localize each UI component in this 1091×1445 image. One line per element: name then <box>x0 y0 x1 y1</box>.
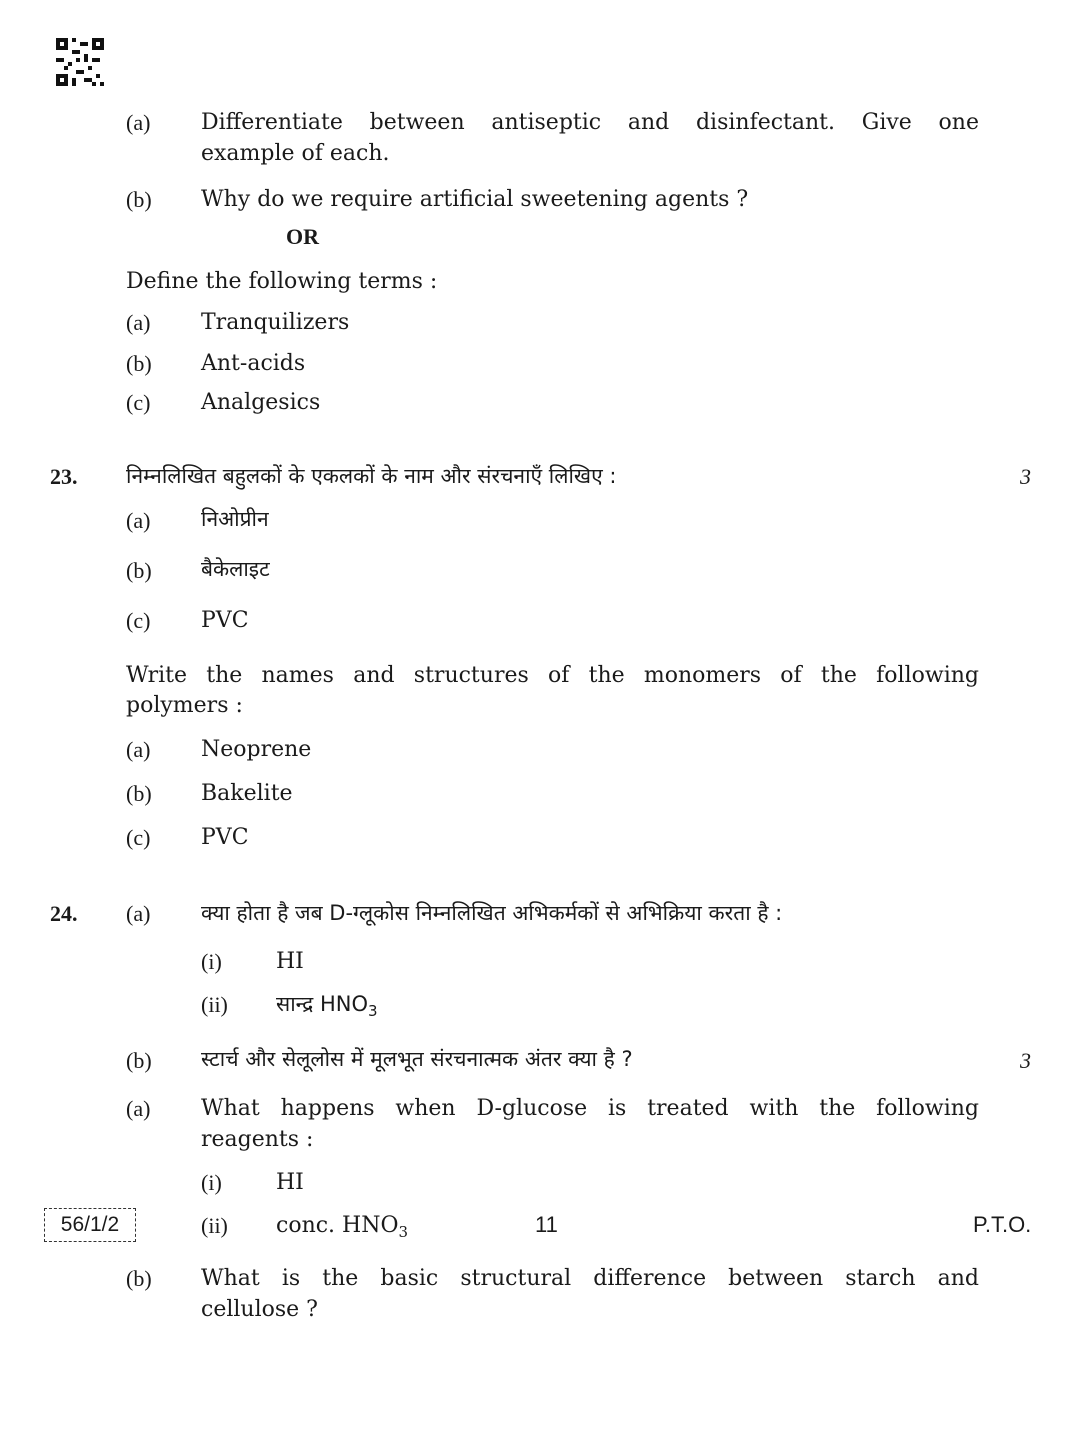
q22-alt-item-label: (b) <box>126 351 152 376</box>
q23-english-item-label: (b) <box>126 781 152 806</box>
q24-hindi-a-text: क्या होता है जब D-ग्लूकोस निम्नलिखित अभिकर्मकों से अभिक्रिया करता है : <box>201 901 783 925</box>
q24-eng-a-line1: What happens when D-glucose is treated with the following <box>201 1096 979 1121</box>
q22-b-label: (b) <box>126 187 152 212</box>
q22-alt-item-label: (c) <box>126 390 151 415</box>
q23-hindi-prompt: निम्नलिखित बहुलकों के एकलकों के नाम और संरचनाएँ लिखिए : <box>126 464 617 488</box>
q24-eng-a-line2: reagents : <box>201 1127 314 1152</box>
q24-hindi-b-text: स्टार्च और सेलूलोस में मूलभूत संरचनात्मक अंतर क्या है ? <box>201 1047 633 1071</box>
paper-code: 56/1/2 <box>60 1213 120 1236</box>
q22-alt-item-label: (a) <box>126 310 151 335</box>
q24-eng-b-label: (b) <box>126 1266 152 1291</box>
q23-english-prompt-line2: polymers : <box>126 693 243 718</box>
q22-alt-item-text: Ant-acids <box>201 351 306 376</box>
q24-eng-b-line1: What is the basic structural difference between starch and <box>201 1266 979 1291</box>
q24-eng-a-label: (a) <box>126 1096 151 1121</box>
q23-english-item-label: (a) <box>126 737 151 762</box>
q24-hindi-a-label: (a) <box>126 901 151 926</box>
question-number-23: 23. <box>50 464 78 489</box>
q24-hindi-sub-text: सान्द्र $HNO_3$ <box>276 992 378 1020</box>
pto-label: P.T.O. <box>973 1212 1032 1237</box>
q23-english-item-label: (c) <box>126 825 151 850</box>
q22-a-text-line1: Differentiate between antiseptic and disinfectant. Give one <box>201 110 979 135</box>
q23-english-item-text: Neoprene <box>201 737 312 762</box>
q23-marks: 3 <box>1020 464 1031 489</box>
q23-english-item-text: PVC <box>201 825 249 850</box>
q23-english-prompt-line1: Write the names and structures of the monomers of the following <box>126 663 979 688</box>
q22-a-text-line2: example of each. <box>201 141 390 166</box>
q22-alt-intro: Define the following terms : <box>126 269 438 294</box>
q22-a-label: (a) <box>126 110 151 135</box>
q22-alt-item-text: Analgesics <box>201 390 321 415</box>
q24-marks: 3 <box>1020 1048 1031 1073</box>
q24-hindi-sub-text: HI <box>276 949 304 974</box>
q23-hindi-item-text: बैकेलाइट <box>201 557 270 581</box>
q23-hindi-item-text: PVC <box>201 608 249 633</box>
question-number-24: 24. <box>50 901 78 926</box>
q24-eng-sub-label: (i) <box>201 1170 222 1195</box>
q23-hindi-item-label: (b) <box>126 558 152 583</box>
q24-eng-sub-text: HI <box>276 1170 304 1195</box>
q23-hindi-item-label: (a) <box>126 508 151 533</box>
q24-hindi-sub-label: (i) <box>201 949 222 974</box>
q22-alt-item-text: Tranquilizers <box>201 310 350 335</box>
q24-eng-sub-label: (ii) <box>201 1213 228 1238</box>
qr-code-icon <box>56 38 104 86</box>
q24-hindi-b-label: (b) <box>126 1048 152 1073</box>
or-separator: OR <box>286 224 319 249</box>
q24-eng-sub-text: conc. $HNO_3$ <box>276 1213 409 1241</box>
q23-hindi-item-text: निओप्रीन <box>201 507 269 531</box>
q22-b-text: Why do we require artificial sweetening agents ? <box>201 187 749 212</box>
q24-hindi-sub-label: (ii) <box>201 992 228 1017</box>
q23-english-item-text: Bakelite <box>201 781 293 806</box>
page-number: 11 <box>535 1212 558 1237</box>
q23-hindi-item-label: (c) <box>126 608 151 633</box>
q24-eng-b-line2: cellulose ? <box>201 1297 318 1322</box>
paper-code-box <box>44 1208 136 1242</box>
